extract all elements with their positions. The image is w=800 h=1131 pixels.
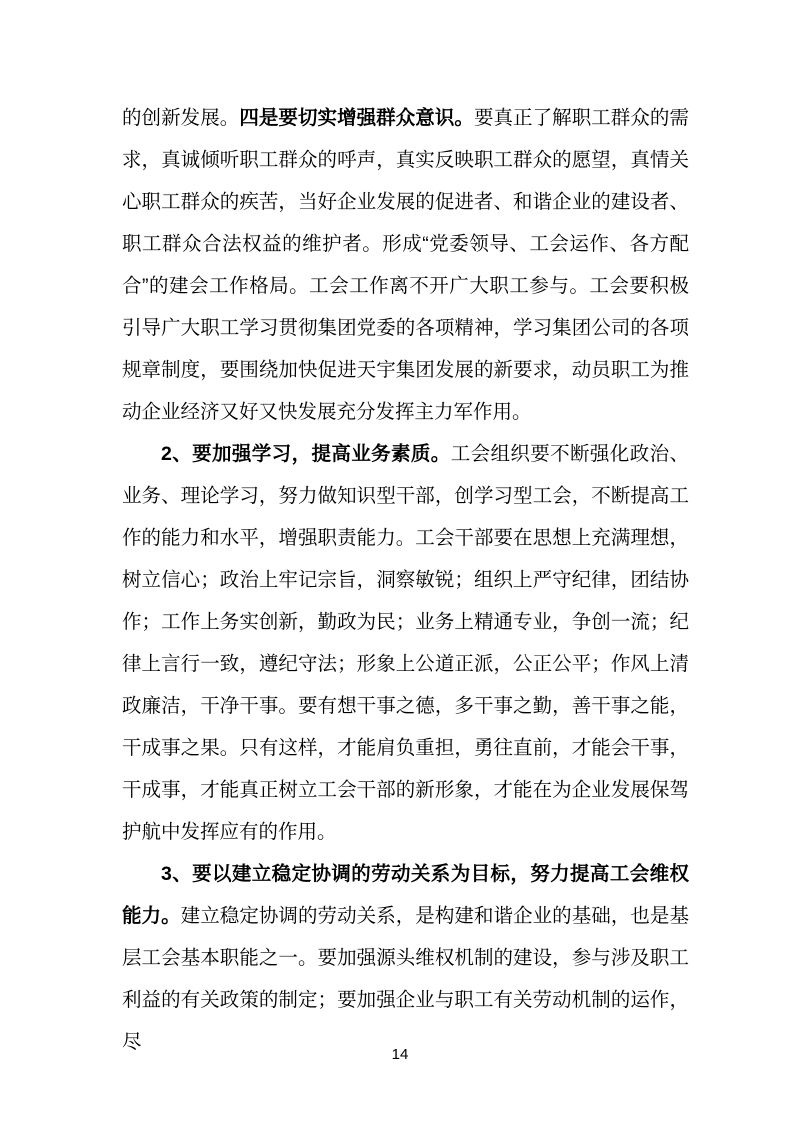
text-run-bold: 2、要加强学习，提高业务素质。 (161, 443, 451, 465)
text-run: 的创新发展。 (122, 107, 240, 129)
text-run-bold: 四是要切实增强群众意识。 (239, 107, 474, 129)
paragraph (122, 97, 689, 433)
page-number: 14 (391, 1046, 409, 1063)
document-body (122, 97, 689, 1063)
text-run-bold: 3、要以建立稳定协调的劳动关系为目标，努力提高工会维权能力。 (122, 863, 689, 927)
text-run: 要真正了解职工群众的需求，真诚倾听职工群众的呼声，真实反映职工群众的愿望，真情关心职工群众的疾苦，当好企业发展的促进者、和谐企业的建设者、职工群众合法权益的维护者。形成“党委领导、工会运作、各方配合”的建会工作格局。工会工作离不开广大职工参与。工会要积极引导广大职工学习贯彻集团党委的各项精神，学习集团公司的各项规章制度，要围绕加快促进天宇集团发展的新要求，动员职工为推动企业经济又好又快发展充分发挥主力军作用。 (122, 107, 689, 423)
paragraph (122, 853, 689, 1063)
paragraph (122, 433, 689, 853)
text-run: 建立稳定协调的劳动关系，是构建和谐企业的基础，也是基层工会基本职能之一。要加强源头维权机制的建设，参与涉及职工利益的有关政策的制定；要加强企业与职工有关劳动机制的运作，尽 (122, 905, 689, 1053)
text-run: 工会组织要不断强化政治、业务、理论学习，努力做知识型干部，创学习型工会，不断提高工作的能力和水平，增强职责能力。工会干部要在思想上充满理想，树立信心；政治上牢记宗旨，洞察敏锐；组织上严守纪律，团结协作；工作上务实创新，勤政为民；业务上精通专业，争创一流；纪律上言行一致，遵纪守法；形象上公道正派，公正公平；作风上清政廉洁，干净干事。要有想干事之德，多干事之勤，善干事之能，干成事之果。只有这样，才能肩负重担，勇往直前，才能会干事，干成事，才能真正树立工会干部的新形象，才能在为企业发展保驾护航中发挥应有的作用。 (122, 443, 689, 843)
